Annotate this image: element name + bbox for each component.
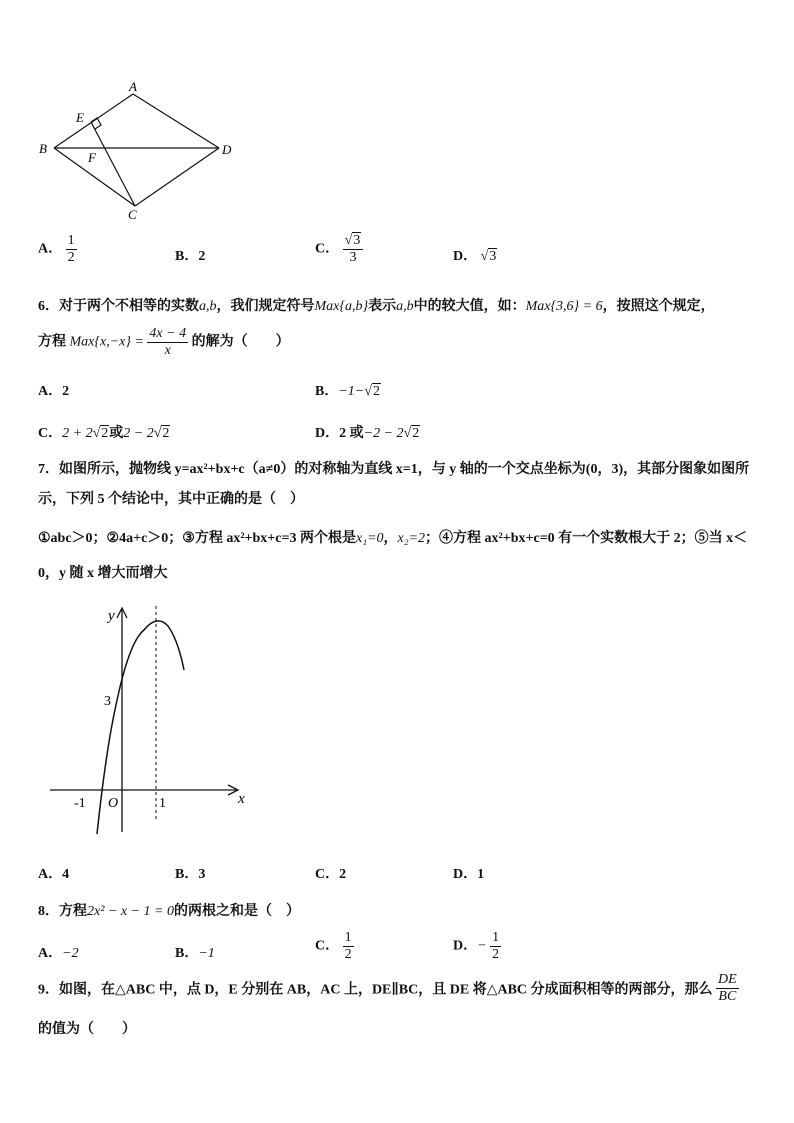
q8-option-c[interactable]: C． $\frac{1}{2}$: [315, 930, 352, 962]
q5-option-a[interactable]: A． $\frac{1}{2}$: [38, 233, 75, 265]
segment-dc: [135, 148, 219, 206]
q5-option-d[interactable]: D． √3: [453, 249, 497, 264]
label-b: B: [39, 141, 47, 156]
q6-stem-line2: 方程 Max{x,−x} = $\frac{4x - 4}{x}$ 的解为（ ）: [38, 326, 290, 358]
q7-stem-line2: 示，下列 5 个结论中，其中正确的是（ ）: [38, 492, 304, 507]
graph-label-y: y: [108, 608, 115, 624]
q7-option-b[interactable]: B．3: [175, 867, 206, 882]
q6-stem-line1: 6．对于两个不相等的实数a,b，我们规定符号Max{a,b}表示a,b中的较大值，如：Max{3,6} = 6，按照这个规定，: [38, 299, 715, 314]
graph-label-x: x: [238, 791, 245, 807]
q7-option-c[interactable]: C．2: [315, 867, 347, 882]
label-a: A: [129, 80, 137, 94]
label-e: E: [76, 110, 84, 125]
q6-option-b[interactable]: B．−1−√2: [315, 384, 380, 399]
q8-option-b[interactable]: B．−1: [175, 946, 215, 961]
graph-label-origin: O: [108, 796, 119, 811]
q9-stem-line1: 9．如图，在△ABC 中，点 D，E 分别在 AB，AC 上，DE∥BC，且 DE 将△ABC 分成面积相等的两部分，那么 $\frac{DE}{BC}$: [38, 972, 737, 1004]
graph-label-three: 3: [104, 694, 111, 709]
segment-ce: [91, 122, 135, 206]
q7-option-d[interactable]: D．1: [453, 867, 485, 882]
q5-option-c[interactable]: C． $\frac{√3}{3}$: [315, 233, 363, 266]
q7-option-a[interactable]: A．4: [38, 867, 70, 882]
q7-stem-line4: 0，y 随 x 增大而增大: [38, 566, 168, 581]
q6-option-a[interactable]: A．2: [38, 384, 70, 399]
q8-stem: 8．方程2x² − x − 1 = 0的两根之和是（ ）: [38, 904, 300, 919]
q5-option-b[interactable]: B．2: [175, 249, 206, 264]
q8-option-d[interactable]: D．− $\frac{1}{2}$: [453, 930, 500, 962]
q7-stem-line3: ①abc＞0；②4a+c＞0；③方程 ax²+bx+c=3 两个根是x₁=0，x₂=2；④方程 ax²+bx+c=0 有一个实数根大于 2；⑤当 x＜: [38, 531, 748, 546]
q8-option-a[interactable]: A．−2: [38, 946, 79, 961]
parabola-graph: [44, 600, 254, 840]
label-d: D: [222, 142, 232, 157]
q7-stem-line1: 7．如图所示，抛物线 y=ax²+bx+c（a≠0）的对称轴为直线 x=1，与 y 轴的一个交点坐标为(0，3)，其部分图象如图所: [38, 462, 750, 477]
graph-label-neg1: -1: [74, 796, 86, 811]
q6-option-c[interactable]: C．2 + 2√2或2 − 2√2: [38, 426, 170, 441]
label-c: C: [128, 207, 137, 220]
q9-stem-line2: 的值为（ ）: [38, 1022, 136, 1037]
segment-ad: [133, 94, 219, 148]
graph-label-one: 1: [159, 796, 166, 811]
label-f: F: [88, 150, 96, 165]
rhombus-figure: [36, 80, 246, 220]
q6-option-d[interactable]: D．2 或−2 − 2√2: [315, 426, 420, 441]
